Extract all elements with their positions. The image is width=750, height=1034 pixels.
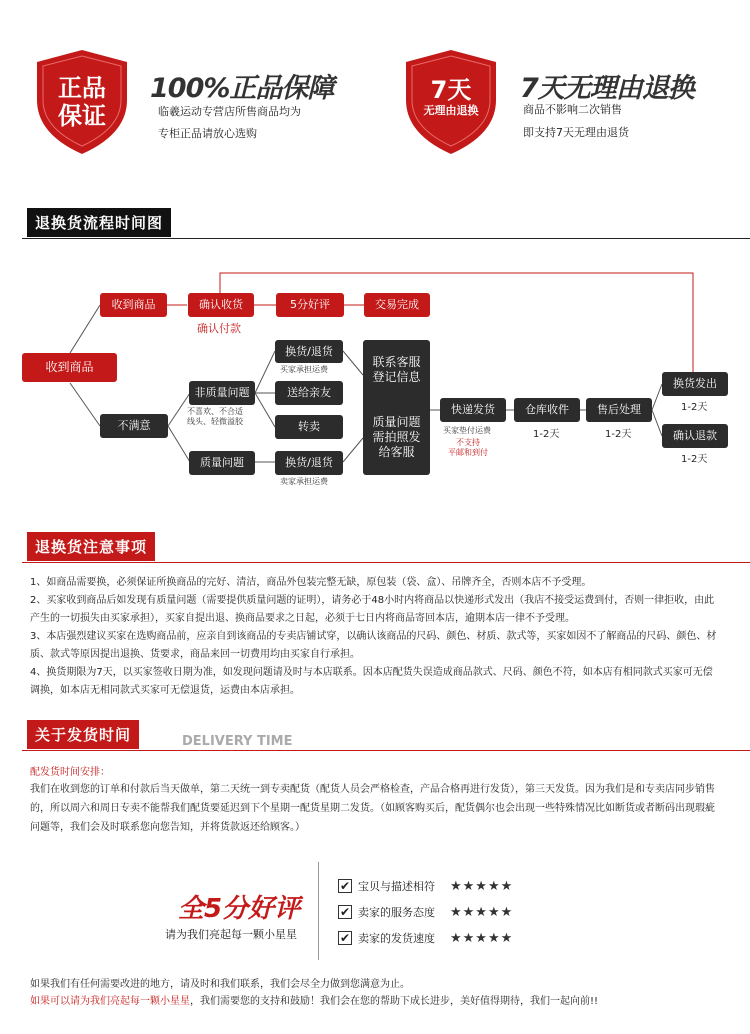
flow-express-note1: 买家垫付运费 bbox=[443, 426, 491, 435]
flow-contact-panel bbox=[363, 340, 430, 475]
flow-quality: 质量问题 bbox=[189, 451, 255, 475]
footer-line2-rest: ，我们需要您的支持和鼓励！我们会在您的帮助下成长进步，美好值得期待，我们一起向前!! bbox=[190, 996, 599, 1007]
check-icon: ✔ bbox=[339, 879, 351, 893]
notice-item: 1、如商品需要换，必须保证所换商品的完好、清洁，商品外包装完整无缺，原包装（袋、盒）、吊牌齐全，否则本店不予受理。 bbox=[30, 577, 592, 588]
flow-confirm-receipt: 确认收货 bbox=[188, 293, 254, 317]
notice-list bbox=[30, 574, 720, 700]
flow-section-title: 退换货流程时间图 bbox=[27, 208, 171, 237]
seven-day-title: 7天无理由退换 bbox=[520, 73, 694, 104]
badge-text-line2: 无理由退换 bbox=[423, 104, 479, 117]
flow-warehouse: 仓库收件 bbox=[514, 398, 580, 422]
check-icon: ✔ bbox=[339, 931, 351, 945]
flow-unsatisfied: 不满意 bbox=[100, 414, 168, 438]
flow-exchange1-note: 买家承担运费 bbox=[280, 365, 328, 374]
flow-exchange-return-1: 换货/退货 bbox=[275, 340, 343, 363]
footer-line2-highlight: 如果可以请为我们亮起每一颗小星星 bbox=[30, 996, 190, 1007]
flow-ship-exchange: 换货发出 bbox=[662, 372, 728, 396]
rating-subtitle: 请为我们亮起每一颗小星星 bbox=[165, 928, 297, 941]
rating-item-label: 卖家的服务态度 bbox=[358, 906, 435, 919]
genuine-badge-icon bbox=[33, 48, 131, 156]
delivery-label: 配发货时间安排： bbox=[30, 767, 110, 778]
delivery-body: 我们在收到您的订单和付款后当天做单，第二天统一到专卖配货（配货人员会严格检查，产品合格再进行发货），第三天发货。因为我们是和专卖店同步销售的，所以周六和周日专卖不能帮我们配货要延迟到下个星期一配货星期二发货。（如顾客购买后，配货偶尔也会出现一些特殊情况比如断货或者断码出现瑕疵问题等，我们会及时联系您向您告知，并将货款返还给顾客。） bbox=[30, 784, 715, 833]
section-divider bbox=[22, 750, 750, 751]
flow-exchange2-note: 卖家承担运费 bbox=[280, 477, 328, 486]
rating-row bbox=[338, 878, 513, 894]
seven-day-line1: 商品不影响二次销售 bbox=[523, 103, 622, 116]
flow-ship-time: 1-2天 bbox=[681, 402, 708, 413]
flow-refund-time: 1-2天 bbox=[681, 454, 708, 465]
flow-gift: 送给亲友 bbox=[275, 381, 343, 405]
rating-item-label: 卖家的发货速度 bbox=[358, 932, 435, 945]
flow-after-sale: 售后处理 bbox=[586, 398, 652, 422]
genuine-line1: 临羲运动专营店所售商品均为 bbox=[158, 105, 301, 118]
rating-divider bbox=[318, 862, 319, 960]
footer-line2 bbox=[30, 992, 730, 1007]
rating-row bbox=[338, 904, 513, 920]
flow-non-quality: 非质量问题 bbox=[189, 381, 255, 405]
flow-contact: 联系客服 登记信息 bbox=[372, 355, 421, 384]
section-divider bbox=[22, 238, 750, 239]
flow-top-received: 收到商品 bbox=[100, 293, 167, 317]
badge-text-line1: 正品 bbox=[58, 74, 106, 102]
flow-quality-contact: 质量问题 需拍照发 给客服 bbox=[372, 415, 421, 459]
footer-line1: 如果我们有任何需要改进的地方，请及时和我们联系，我们会尽全力做到您满意为止。 bbox=[30, 979, 410, 990]
flow-confirm-pay: 确认付款 bbox=[197, 322, 241, 335]
flow-express: 快递发货 bbox=[440, 398, 506, 422]
rating-row bbox=[338, 930, 513, 946]
badge-text-line2: 保证 bbox=[58, 102, 106, 130]
notice-item: 4、换货期限为7天，以买家签收日期为准，如发现问题请及时与本店联系。因本店配货失误造成商品款式、尺码、颜色不符，如本店有相同款式买家可无偿调换，如本店无相同款式买家可无偿退货，运费由本店承担。 bbox=[30, 667, 713, 696]
flow-after-sale-time: 1-2天 bbox=[605, 429, 632, 440]
check-icon: ✔ bbox=[339, 905, 351, 919]
delivery-section-title: 关于发货时间 bbox=[27, 720, 139, 749]
flow-express-note2: 不支持 平邮和到付 bbox=[448, 438, 488, 457]
genuine-line2: 专柜正品请放心选购 bbox=[158, 127, 257, 140]
flow-non-quality-note: 不喜欢、不合适 线头、轻微溢胶 bbox=[187, 407, 243, 426]
genuine-title: 100%正品保障 bbox=[150, 73, 334, 104]
seven-day-badge-icon bbox=[402, 48, 500, 156]
flow-resell: 转卖 bbox=[275, 415, 343, 439]
stars-icon: ★★★★★ bbox=[450, 904, 514, 920]
notice-item: 2、买家收到商品后如发现有质量问题（需要提供质量问题的证明），请务必于48小时内将商品以快递形式发出（我店不接受运费到付，否则一律拒收，由此产生的一切损失由买家承担），买家自提出退、换商品要求之日起，必须于七日内将商品寄回本店，逾期本店一律不予受理。 bbox=[30, 595, 715, 624]
flow-confirm-refund: 确认退款 bbox=[662, 424, 728, 448]
badge-text-line1: 7天 bbox=[430, 76, 472, 104]
delivery-section-en: DELIVERY TIME bbox=[182, 734, 293, 749]
section-divider bbox=[22, 562, 750, 563]
flow-warehouse-time: 1-2天 bbox=[533, 429, 560, 440]
rating-title: 全5分好评 bbox=[178, 894, 301, 924]
flow-start-received: 收到商品 bbox=[22, 353, 117, 382]
stars-icon: ★★★★★ bbox=[450, 878, 514, 894]
flow-deal-done: 交易完成 bbox=[364, 293, 430, 317]
notice-section-title: 退换货注意事项 bbox=[27, 532, 155, 561]
flow-five-star: 5分好评 bbox=[276, 293, 344, 317]
flow-exchange-return-2: 换货/退货 bbox=[275, 451, 343, 475]
seven-day-line2: 即支持7天无理由退货 bbox=[523, 126, 629, 139]
stars-icon: ★★★★★ bbox=[450, 930, 514, 946]
notice-item: 3、本店强烈建议买家在选购商品前，应亲自到该商品的专卖店铺试穿，以确认该商品的尺码、颜色、材质、款式等，买家如因不了解商品的尺码、颜色、材质、款式等原因提出退换、货要求，商品来回一切费用均由买家自行承担。 bbox=[30, 631, 717, 660]
rating-item-label: 宝贝与描述相符 bbox=[358, 880, 435, 893]
